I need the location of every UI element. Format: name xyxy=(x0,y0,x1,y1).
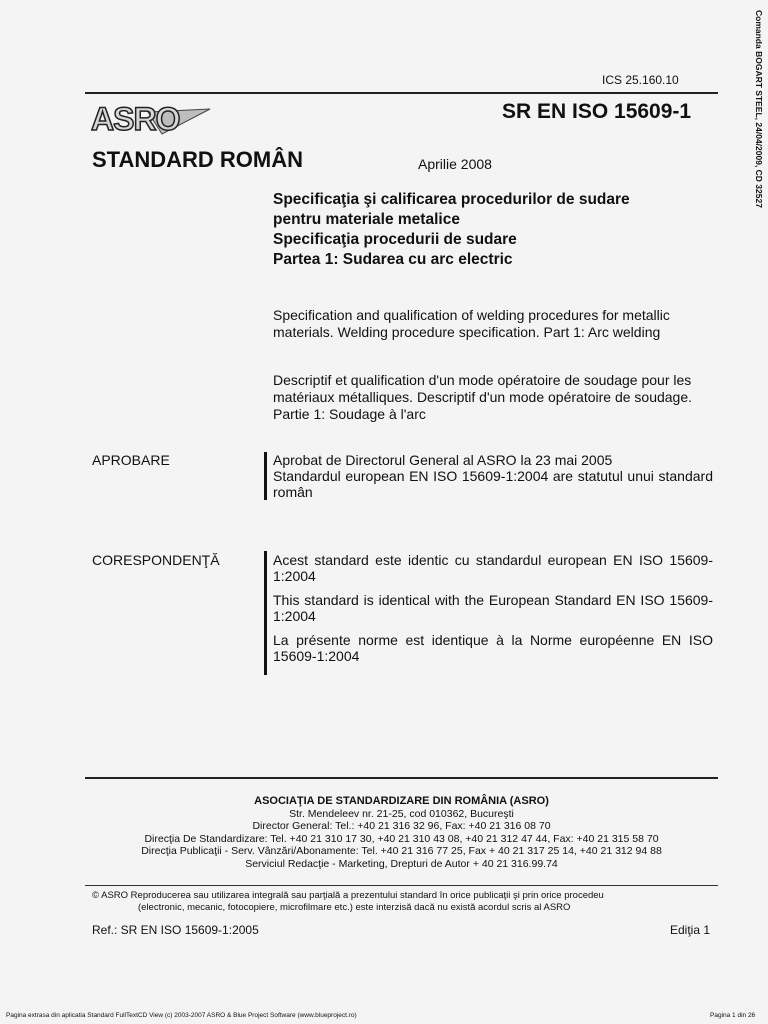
approval-line: Aprobat de Directorul General al ASRO la 23 mai 2005 xyxy=(273,452,613,468)
title-ro-line: Specificaţia şi calificarea procedurilor de sudare xyxy=(273,191,630,208)
asro-logo xyxy=(88,96,212,140)
correspondence-text xyxy=(273,552,713,672)
org-director: Director General: Tel.: +40 21 316 32 96, Fax: +40 21 316 08 70 xyxy=(252,820,551,832)
approval-text xyxy=(273,452,713,500)
organization-footer xyxy=(85,795,718,870)
correspondence-en: This standard is identical with the European Standard EN ISO 15609-1:2004 xyxy=(273,592,713,624)
org-name: ASOCIAŢIA DE STANDARDIZARE DIN ROMÂNIA (ASRO) xyxy=(254,795,549,807)
title-romanian xyxy=(273,190,713,270)
order-stamp xyxy=(744,10,768,260)
copyright-line: (electronic, mecanic, fotocopiere, microfilmare etc.) este interzisă dacă nu există acordul scris al ASRO xyxy=(138,901,571,913)
title-english: Specification and qualification of welding procedures for metallic materials. Welding procedure specification. Part 1: Arc welding xyxy=(273,307,670,340)
order-stamp-text: Comanda BOGART STEEL, 24/04/2009, CD 32527 xyxy=(754,10,764,208)
title-ro-line: pentru materiale metalice xyxy=(273,211,460,228)
logo-text: ASRO xyxy=(91,101,180,137)
org-editorial-dept: Serviciul Redacţie - Marketing, Drepturi de Autor + 40 21 316.99.74 xyxy=(245,857,558,870)
approval-label: APROBARE xyxy=(92,452,170,468)
correspondence-fr: La présente norme est identique à la Norme européenne EN ISO 15609-1:2004 xyxy=(273,632,713,664)
approval-bar xyxy=(264,452,267,500)
source-note: Pagina extrasa din aplicatia Standard FullTextCD View (c) 2003-2007 ASRO & Blue Project Software (www.blueproject.ro) xyxy=(6,1012,357,1019)
org-publications-dept: Direcţia Publicaţii - Serv. Vânzări/Abonamente: Tel. +40 21 316 77 25, Fax + 40 21 317 25 14, +40 21 312 94 88 xyxy=(141,845,662,857)
edition: Ediţia 1 xyxy=(670,923,711,937)
approval-line: Standardul european EN ISO 15609-1:2004 are statutul unui standard român xyxy=(273,468,713,500)
standard-roman-heading: STANDARD ROMÂN xyxy=(92,147,304,172)
standard-code: SR EN ISO 15609-1 xyxy=(502,100,692,123)
org-standardization-dept: Direcţia De Standardizare: Tel. +40 21 310 17 30, +40 21 310 43 08, +40 21 312 47 44, Fax: +40 21 315 58 70 xyxy=(144,832,659,845)
page-number: Pagina 1 din 26 xyxy=(710,1012,756,1019)
copyright-line: © ASRO Reproducerea sau utilizarea integrală sau parţială a prezentului standard în orice publicaţii şi prin orice procedeu xyxy=(92,890,604,901)
title-french: Descriptif et qualification d'un mode opératoire de soudage pour les matériaux métalliques. Descriptif d'un mode opératoire de soudage. Partie 1: Soudage à l'arc xyxy=(273,372,693,422)
reference: Ref.: SR EN ISO 15609-1:2005 xyxy=(92,923,259,937)
ics-code: ICS 25.160.10 xyxy=(602,73,679,87)
correspondence-bar xyxy=(264,551,267,675)
top-rule xyxy=(85,92,718,94)
title-ro-line: Partea 1: Sudarea cu arc electric xyxy=(273,251,513,268)
correspondence-ro: Acest standard este identic cu standardul european EN ISO 15609-1:2004 xyxy=(273,552,713,584)
copyright-notice xyxy=(92,890,717,913)
publication-date: Aprilie 2008 xyxy=(418,156,492,172)
copyright-rule xyxy=(85,885,718,886)
footer-rule xyxy=(85,777,718,779)
correspondence-label: CORESPONDENŢĂ xyxy=(92,552,220,568)
org-address: Str. Mendeleev nr. 21-25, cod 010362, Bucureşti xyxy=(289,807,514,820)
title-ro-line: Specificaţia procedurii de sudare xyxy=(273,231,517,248)
